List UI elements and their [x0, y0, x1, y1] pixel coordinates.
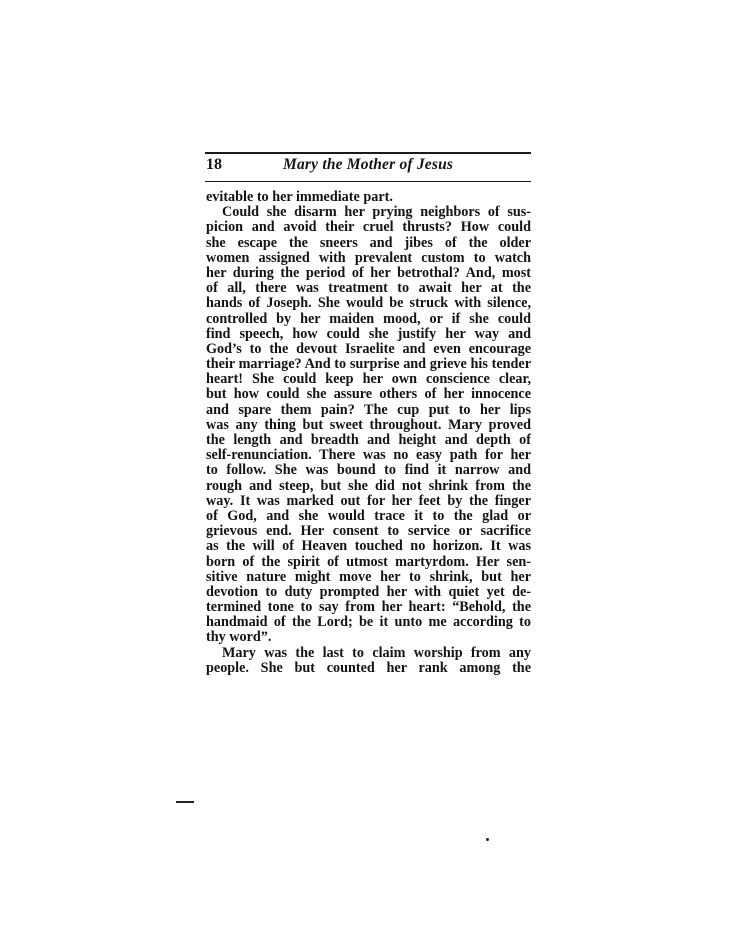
speck-mark: [486, 838, 489, 841]
text-line: of all, there was treatment to await her at the: [206, 280, 531, 297]
header-rule-bottom: [205, 181, 531, 182]
text-line: was any thing but sweet throughout. Mary proved: [206, 416, 531, 433]
text-line: people. She but counted her rank among the: [206, 659, 531, 676]
text-line: controlled by her maiden mood, or if she could: [206, 310, 531, 327]
text-line: heart! She could keep her own conscience clear,: [206, 371, 531, 388]
text-line: Mary was the last to claim worship from any: [222, 644, 531, 661]
text-line: as the will of Heaven touched no horizon. It was: [206, 538, 531, 555]
text-line: and spare them pain? The cup put to her lips: [206, 401, 531, 418]
text-line: born of the spirit of utmost martyrdom. Her sen-: [206, 553, 531, 570]
text-line: handmaid of the Lord; be it unto me according to: [206, 614, 531, 631]
text-line: God’s to the devout Israelite and even encourage: [206, 340, 531, 357]
text-line: their marriage? And to surprise and grieve his tender: [206, 356, 531, 373]
text-line: the length and breadth and height and depth of: [206, 432, 531, 448]
text-line: devotion to duty prompted her with quiet yet de-: [206, 583, 531, 600]
text-line: of God, and she would trace it to the glad or: [206, 507, 531, 524]
text-line: find speech, how could she justify her way and: [206, 325, 531, 342]
running-title: Mary the Mother of Jesus: [283, 156, 454, 173]
text-line: termined tone to say from her heart: “Behold, the: [206, 599, 531, 616]
text-line: women assigned with prevalent custom to watch: [206, 249, 531, 266]
page-number: 18: [206, 156, 222, 173]
text-line: to follow. She was bound to find it narrow and: [206, 462, 531, 479]
header-rule-top: [205, 152, 531, 154]
text-line: hands of Joseph. She would be struck with silence,: [206, 295, 531, 312]
text-line: rough and steep, but she did not shrink from the: [206, 477, 531, 494]
text-line: she escape the sneers and jibes of the older: [206, 234, 531, 251]
text-line: picion and avoid their cruel thrusts? How could: [206, 219, 531, 236]
text-line: her during the period of her betrothal? And, most: [206, 264, 531, 281]
body-text: [206, 190, 531, 676]
text-line: way. It was marked out for her feet by the finger: [206, 492, 531, 509]
text-line: thy word”.: [206, 629, 272, 646]
text-line: but how could she assure others of her innocence: [206, 386, 531, 403]
text-line: sitive nature might move her to shrink, but her: [206, 568, 531, 585]
text-line: grievous end. Her consent to service or sacrifice: [206, 523, 531, 540]
text-line: Could she disarm her prying neighbors of sus-: [222, 204, 531, 221]
text-line: evitable to her immediate part.: [206, 189, 393, 205]
margin-mark: [176, 801, 194, 803]
text-line: self-renunciation. There was no easy path for her: [206, 447, 531, 464]
